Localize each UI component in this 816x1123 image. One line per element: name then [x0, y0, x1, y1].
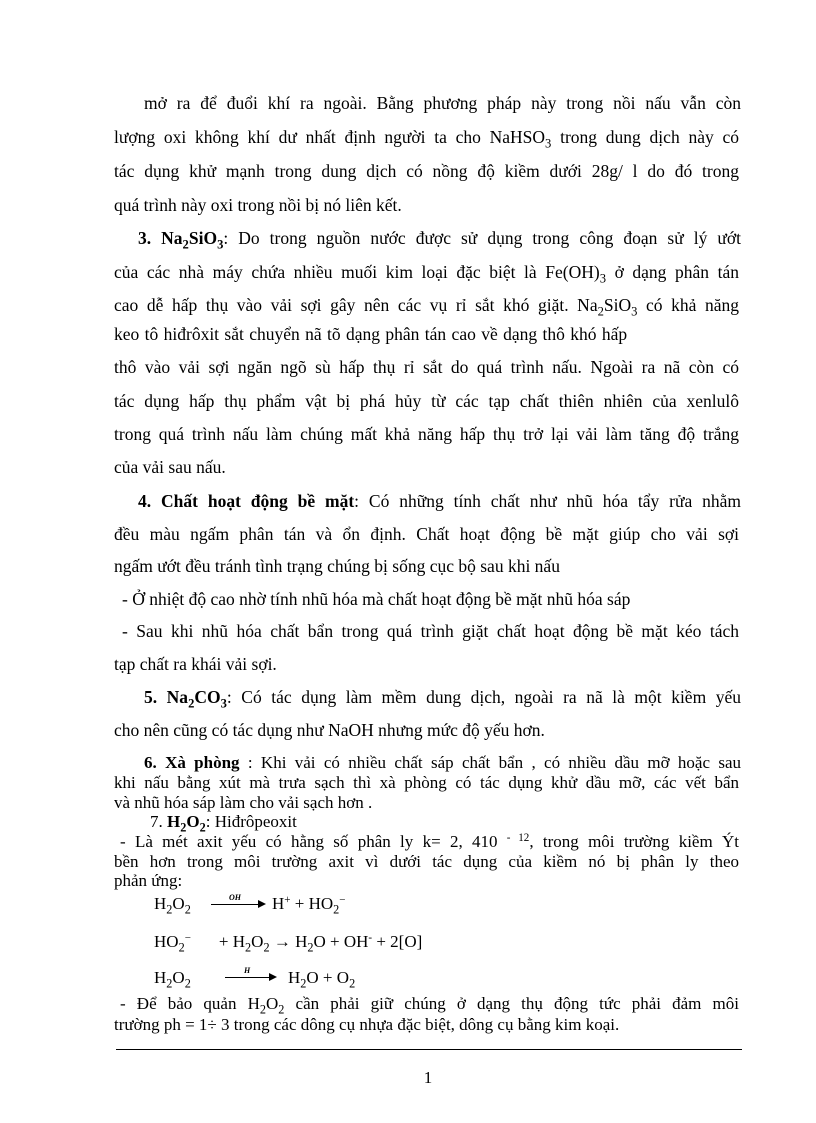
section-heading: 6. Xà phòng: [144, 753, 240, 772]
page-number: 1: [423, 1068, 433, 1087]
text-line: thô vào vải sợi ngăn ngõ sù hấp thụ rỉ sắt do quá trình nấu. Ngoài ra nã còn có: [114, 357, 739, 377]
text-line: tạp chất ra khái vải sợi.: [114, 654, 277, 674]
text-line: bền hơn trong môi trường axit vì dưới tác dụng của kiềm nó bị phân ly theo: [114, 852, 739, 871]
text-line: lượng oxi không khí dư nhất định người ta cho NaHSO$_3$ trong dung dịch này có: [114, 127, 739, 151]
equation-1-lhs: $H_2O_2$: [154, 894, 191, 917]
section-heading: $H_2O_2$: [167, 812, 206, 835]
section-heading-line: 4. Chất hoạt động bề mặt: Có những tính chất như nhũ hóa tẩy rửa nhằm: [138, 491, 741, 511]
section-heading: 4. Chất hoạt động bề mặt: [138, 491, 355, 511]
text-line: mở ra để đuổi khí ra ngoài. Bằng phương pháp này trong nồi nấu vẫn còn: [144, 93, 741, 113]
text-line: trường ph = 1÷ 3 trong các dông cụ nhựa đặc biệt, dông cụ bằng kim koại.: [114, 1015, 620, 1034]
equation-2: $HO_2^- + H_2O_2 \to H_2O + OH^- + 2[O]$: [154, 931, 423, 955]
text-line: - Để bảo quản $H_2O_2$ cần phải giữ chúng ở dạng thụ động tức phải đảm môi: [120, 994, 739, 1017]
section-heading-line: 7. $H_2O_2$: Hiđrôpeoxit: [150, 812, 297, 835]
section-heading-line: 3. $Na_2SiO_3$: Do trong nguồn nước được sử dụng trong công đoạn sử lý ướt: [138, 228, 741, 252]
section-heading-line: 5. $Na_2CO_3$: Có tác dụng làm mềm dung dịch, ngoài ra nã là một kiềm yếu: [144, 687, 741, 711]
text-line: và nhũ hóa sáp làm cho vải sạch hơn .: [114, 793, 373, 812]
reaction-condition: OH: [229, 893, 241, 902]
text-line: của các nhà máy chứa nhiều muối kim loại đặc biệt là $Fe(OH)_3$ ở dạng phân tán: [114, 262, 739, 286]
section-heading: 5. $Na_2CO_3$: [144, 687, 227, 711]
reaction-arrow-icon: [225, 977, 275, 978]
reaction-arrow-icon: [211, 904, 264, 905]
equation-3-lhs: $H_2O_2$: [154, 968, 191, 991]
section-heading-line: 6. Xà phòng : Khi vải có nhiều chất sáp chất bẩn , có nhiều dầu mỡ hoặc sau: [144, 753, 741, 772]
text-line: tác dụng hấp thụ phẩm vật bị phá hủy từ các tạp chất thiên nhiên của xenlulô: [114, 391, 739, 411]
section-heading: 3. $Na_2SiO_3$: [138, 228, 224, 252]
text-line: cho nên cũng có tác dụng như NaOH nhưng mức độ yếu hơn.: [114, 720, 545, 740]
text-line: khi nấu bằng xút mà trưa sạch thì xà phòng có tác dụng khử dầu mỡ, các vết bẩn: [114, 773, 739, 792]
text-line: cao dễ hấp thụ vào vải sợi gây nên các vụ rỉ sắt khó giặt. $Na_2SiO_3$ có khả năng: [114, 295, 739, 319]
text-line: quá trình này oxi trong nồi bị nó liên kết.: [114, 195, 402, 215]
footer-rule: [116, 1049, 742, 1050]
equation-3-rhs: $H_2O + O_2$: [288, 968, 356, 991]
text-line: - Ở nhiệt độ cao nhờ tính nhũ hóa mà chất hoạt động bề mặt nhũ hóa sáp: [122, 589, 631, 609]
text-line: đều màu ngấm phân tán và ổn định. Chất hoạt động bề mặt giúp cho vải sợi: [114, 524, 739, 544]
text-line: - Sau khi nhũ hóa chất bẩn trong quá trình giặt chất hoạt động bề mặt kéo tách: [122, 621, 739, 641]
text-line: của vải sau nấu.: [114, 457, 226, 477]
text-line: ngấm ướt đều tránh tình trạng chúng bị sống cục bộ sau khi nấu: [114, 556, 560, 576]
text-line: tác dụng khử mạnh trong dung dịch có nồng độ kiềm dưới 28g/ l do đó trong: [114, 161, 739, 181]
text-line: keo tô hiđrôxit sắt chuyển nã tõ dạng phân tán cao về dạng thô khó hấp: [114, 324, 628, 344]
text-line: trong quá trình nấu làm chúng mất khả năng hấp thụ trở lại vải làm tăng độ trắng: [114, 424, 739, 444]
equation-1-rhs: $H^+ + HO_2^-$: [272, 893, 346, 917]
reaction-condition: H: [244, 966, 251, 975]
text-line: phản ứng:: [114, 871, 183, 890]
text-line: - Là mét axit yếu có hằng số phân ly k= 2, 410 $^{- 12}$, trong môi trường kiềm Ýt: [120, 831, 739, 851]
